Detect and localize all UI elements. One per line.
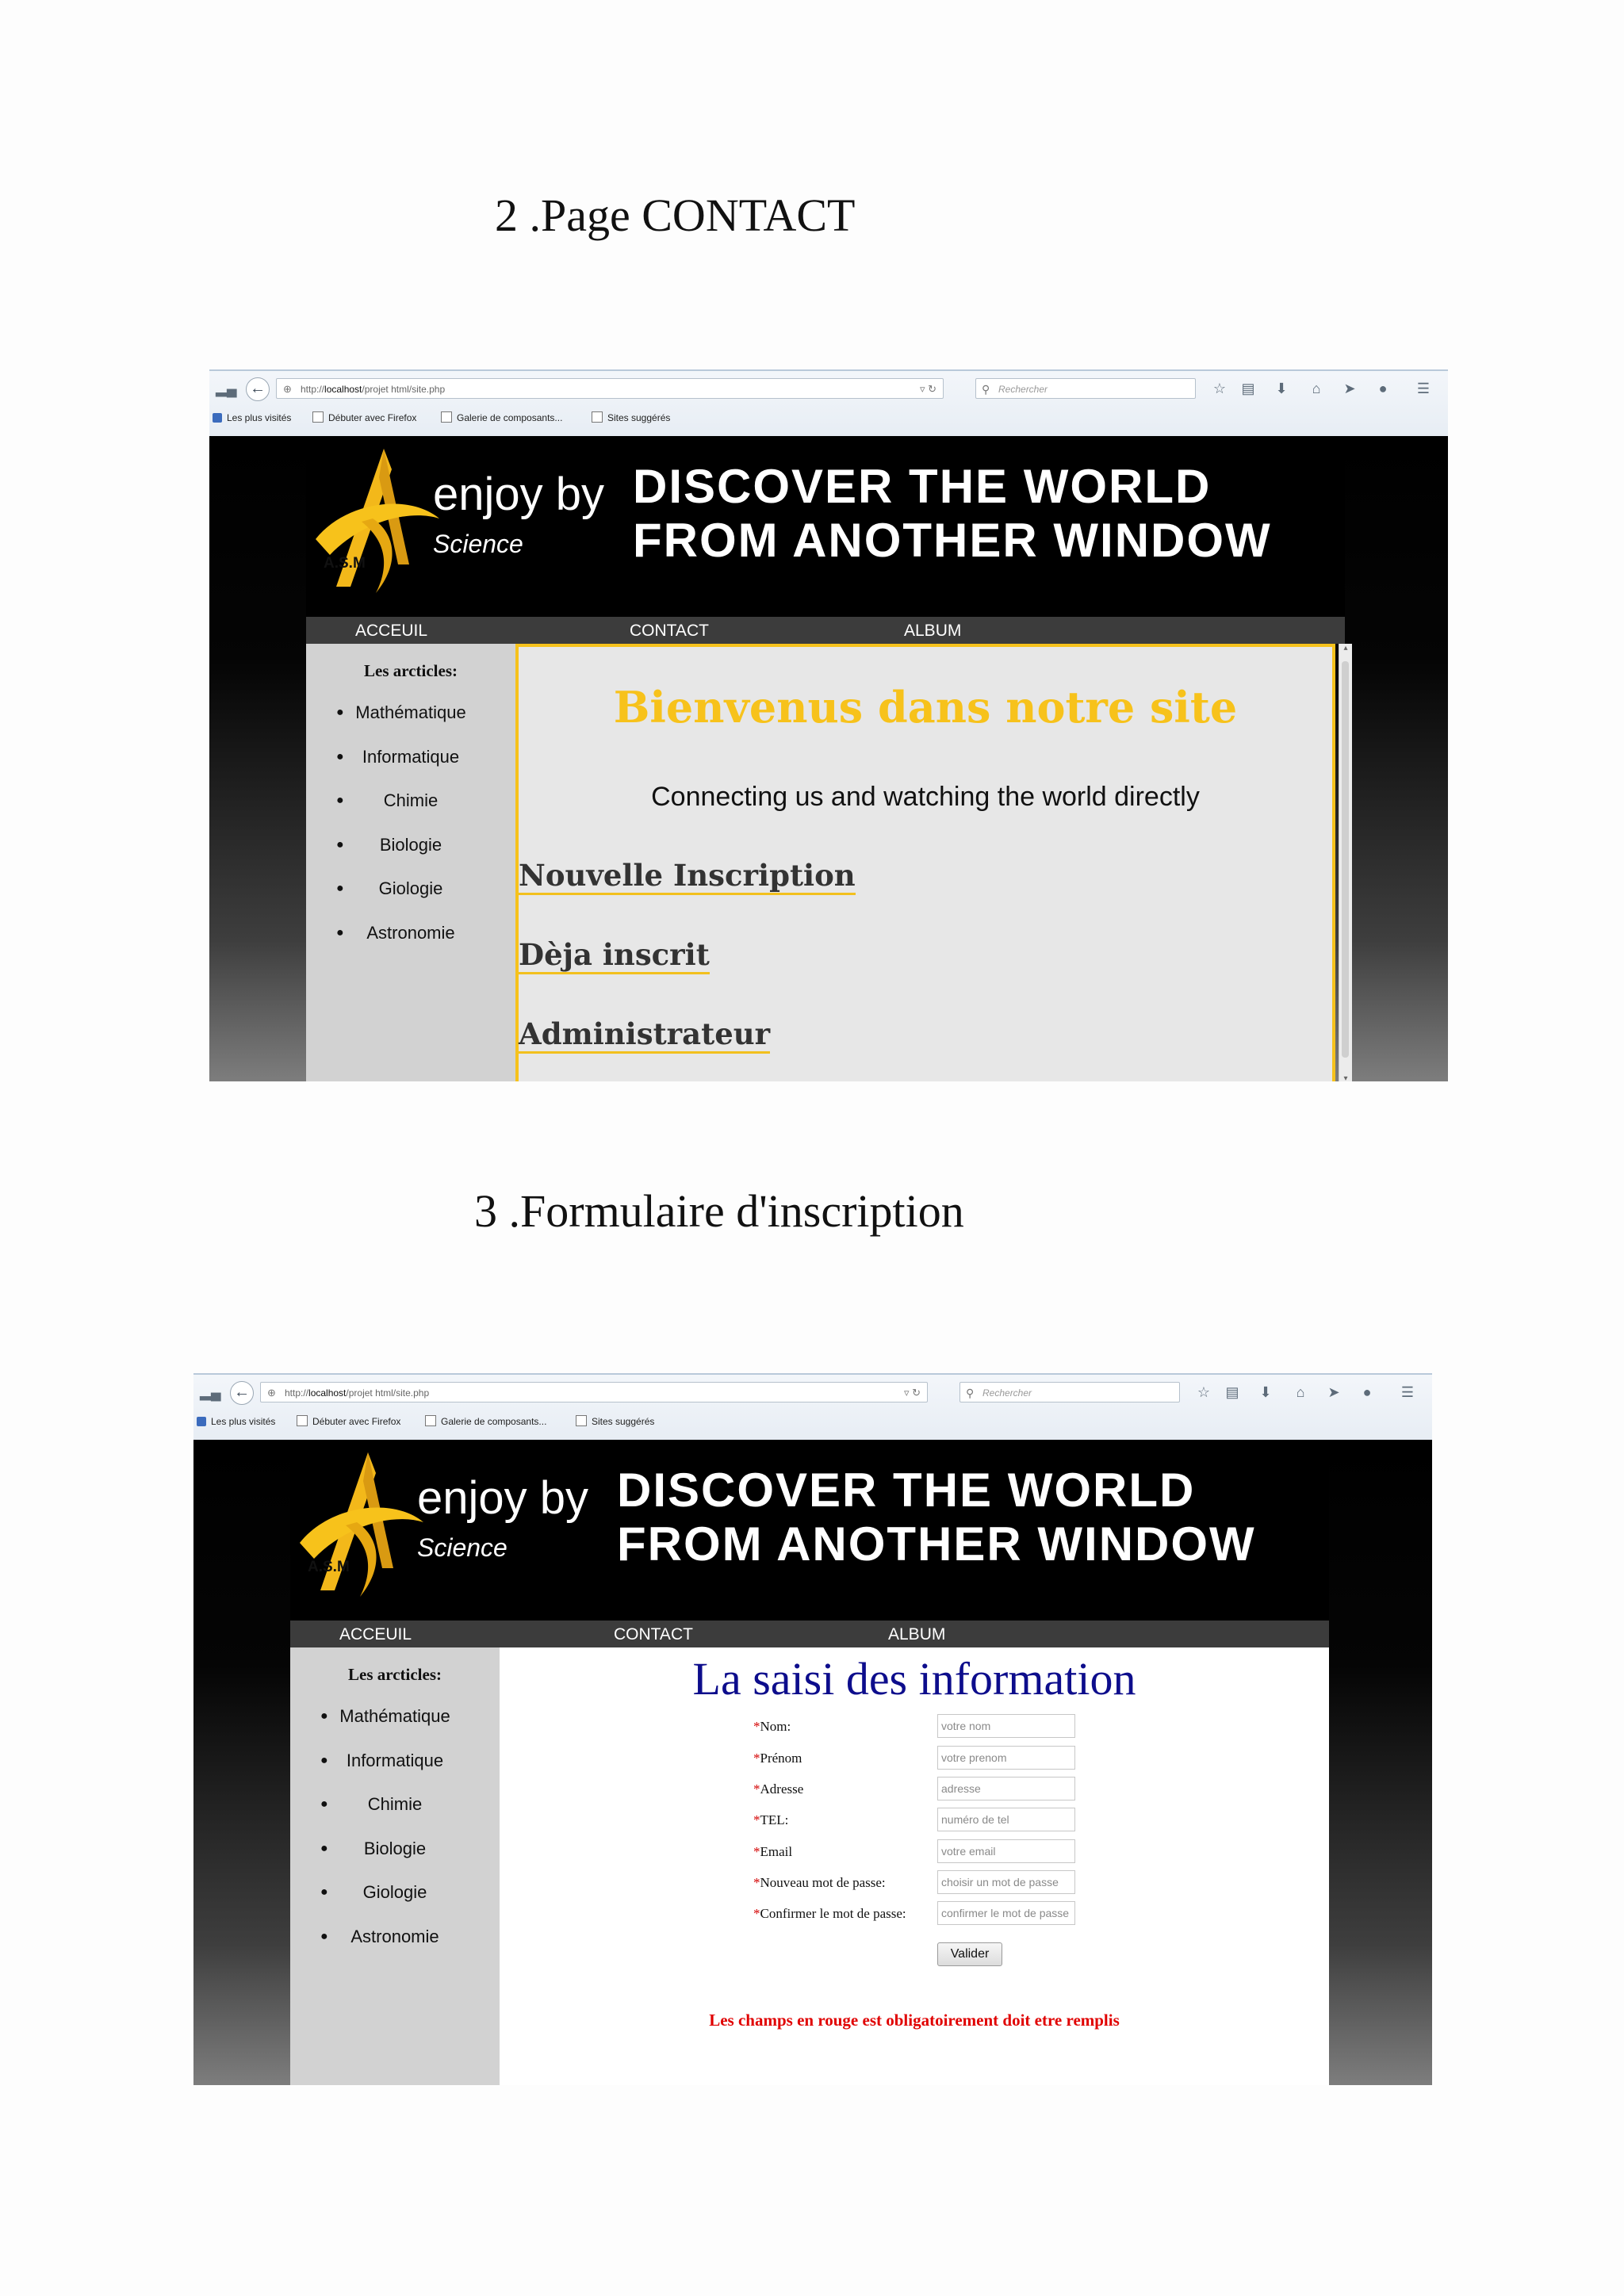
bookmark-label: Galerie de composants... (457, 412, 563, 423)
back-arrow-icon[interactable]: ← (230, 1381, 254, 1405)
link-nouvelle-inscription[interactable]: Nouvelle Inscription (519, 858, 856, 895)
bookmark-label: Les plus visités (211, 1416, 276, 1427)
bullet: ● (336, 794, 344, 807)
required-mark: * (753, 1906, 760, 1921)
signal-icon: ▂▄ (216, 381, 237, 396)
sidebar-item[interactable] (290, 1751, 500, 1774)
sidebar-item[interactable] (306, 702, 515, 726)
reading-list-icon[interactable]: ▤ (1225, 1384, 1239, 1400)
sidebar-item[interactable] (306, 878, 515, 902)
required-mark: * (753, 1751, 760, 1766)
sidebar (290, 1647, 500, 2085)
menu-item-acceuil[interactable]: ACCEUIL (339, 1625, 412, 1644)
brand-science: Science (433, 530, 523, 558)
contact-content (515, 644, 1335, 1081)
menu-item-contact[interactable]: CONTACT (630, 622, 709, 640)
bookmarks-bar (209, 408, 1448, 428)
browser-screenshot-form (193, 1373, 1432, 2085)
home-icon[interactable]: ⌂ (1312, 381, 1321, 396)
sidebar-item-label: Chimie (383, 790, 439, 810)
brand-enjoy: enjoy by (433, 469, 605, 520)
star-icon[interactable]: ☆ (1212, 381, 1227, 396)
bullet: ● (320, 1885, 328, 1899)
tel-field[interactable] (937, 1808, 1075, 1831)
logo-text: A.S.M (308, 1559, 350, 1575)
bookmark-item[interactable] (197, 1411, 275, 1432)
slogan-line: DISCOVER THE WORLD (633, 460, 1212, 513)
asm-logo (298, 1449, 425, 1600)
site-slogan (617, 1464, 1256, 1571)
required-fields-note: Les champs en rouge est obligatoirement doit etre remplis (709, 2011, 1120, 2030)
form-row-tel (753, 1808, 1102, 1839)
section-heading-contact: 2 .Page CONTACT (495, 189, 856, 241)
bullet: ● (336, 706, 344, 719)
star-icon[interactable]: ☆ (1197, 1384, 1211, 1400)
field-label-text: Prénom (760, 1751, 802, 1766)
field-label-text: Confirmer le mot de passe: (760, 1906, 906, 1921)
prenom-field[interactable] (937, 1746, 1075, 1770)
menu-item-album[interactable]: ALBUM (904, 622, 962, 640)
browser-toolbar (209, 371, 1448, 437)
bookmark-item[interactable] (297, 1411, 400, 1432)
site-banner (306, 436, 1345, 617)
site-banner (290, 1440, 1329, 1621)
bullet: ● (336, 926, 344, 939)
link-deja-inscrit[interactable]: Dèja inscrit (519, 937, 710, 974)
firefox-icon (197, 1417, 206, 1426)
required-mark: * (753, 1875, 760, 1890)
url-prefix: http:// (301, 384, 325, 395)
page-icon (297, 1415, 308, 1426)
sidebar-item-label: Biologie (363, 1839, 427, 1858)
form-title: La saisi des information (692, 1653, 1136, 1705)
menu-item-album[interactable]: ALBUM (888, 1625, 946, 1644)
vertical-scrollbar[interactable] (1339, 644, 1352, 1081)
site-slogan (633, 460, 1272, 568)
email-field[interactable] (937, 1839, 1075, 1863)
form-row-prenom (753, 1746, 1102, 1777)
sidebar-item[interactable] (306, 923, 515, 947)
chat-icon[interactable]: ● (1378, 381, 1388, 396)
bullet: ● (320, 1797, 328, 1811)
bullet: ● (320, 1709, 328, 1723)
sidebar-item[interactable] (306, 790, 515, 814)
bookmark-label: Les plus visités (227, 412, 292, 423)
bullet: ● (336, 838, 344, 851)
chat-icon[interactable]: ● (1362, 1384, 1372, 1400)
form-row-nom (753, 1714, 1102, 1746)
field-label-text: Nom: (760, 1719, 791, 1734)
field-label (753, 1719, 791, 1735)
menu-item-contact[interactable]: CONTACT (614, 1625, 693, 1644)
bullet: ● (320, 1754, 328, 1767)
search-placeholder: Rechercher (982, 1387, 1032, 1399)
sidebar-item[interactable] (306, 835, 515, 859)
field-label-text: Email (760, 1844, 793, 1859)
bullet: ● (336, 882, 344, 895)
page-icon (425, 1415, 436, 1426)
download-icon[interactable]: ⬇ (1259, 1384, 1272, 1400)
sidebar-item-label: Astronomie (366, 923, 455, 943)
url-path: /projet html/site.php (362, 384, 446, 395)
bookmark-label: Galerie de composants... (441, 1416, 547, 1427)
nom-field[interactable] (937, 1714, 1075, 1738)
scroll-down-icon[interactable]: ▾ (1343, 1074, 1348, 1081)
sidebar-item-label: Mathématique (355, 702, 466, 722)
browser-toolbar (193, 1375, 1432, 1441)
bookmark-item[interactable] (425, 1411, 546, 1432)
sidebar-item[interactable] (290, 1794, 500, 1818)
url-bar[interactable] (276, 378, 944, 399)
field-label (753, 1812, 788, 1828)
bookmark-label: Sites suggérés (592, 1416, 655, 1427)
confirm-password-field[interactable] (937, 1901, 1075, 1925)
required-mark: * (753, 1812, 760, 1827)
slogan-line: FROM ANOTHER WINDOW (633, 514, 1272, 567)
sidebar-title: Les arcticles: (348, 1665, 442, 1684)
bookmark-item[interactable] (213, 408, 291, 428)
required-mark: * (753, 1844, 760, 1859)
bullet: ● (336, 750, 344, 763)
brand-enjoy: enjoy by (417, 1472, 589, 1524)
valider-button[interactable]: Valider (937, 1942, 1002, 1966)
bookmark-label: Débuter avec Firefox (328, 412, 417, 423)
field-label (753, 1906, 906, 1922)
sidebar-item[interactable] (290, 1882, 500, 1906)
bullet: ● (320, 1930, 328, 1943)
scrollbar-thumb[interactable] (1342, 661, 1349, 1058)
field-label (753, 1751, 802, 1766)
url-prefix: http:// (285, 1387, 309, 1399)
sidebar-item-label: Informatique (362, 747, 460, 767)
browser-screenshot-contact (209, 369, 1448, 1081)
search-icon: ⚲ (966, 1387, 975, 1399)
sidebar (306, 644, 515, 1081)
sidebar-item[interactable] (306, 747, 515, 771)
bookmark-item[interactable] (576, 1411, 654, 1432)
reload-icon[interactable]: ▿ ↻ (903, 1387, 921, 1399)
bookmark-label: Sites suggérés (607, 412, 671, 423)
page-icon (576, 1415, 587, 1426)
adresse-field[interactable] (937, 1777, 1075, 1800)
bookmark-item[interactable] (441, 408, 562, 428)
field-label-text: TEL: (760, 1812, 789, 1827)
reading-list-icon[interactable]: ▤ (1241, 381, 1255, 396)
send-icon[interactable]: ➤ (1327, 1384, 1340, 1400)
menu-icon[interactable]: ☰ (1416, 381, 1431, 396)
brand-science: Science (417, 1533, 508, 1562)
bookmark-item[interactable] (592, 408, 670, 428)
bullet: ● (320, 1842, 328, 1855)
slogan-line: FROM ANOTHER WINDOW (617, 1517, 1256, 1571)
slogan-line: DISCOVER THE WORLD (617, 1464, 1196, 1517)
bookmark-label: Débuter avec Firefox (312, 1416, 401, 1427)
sidebar-item-label: Chimie (367, 1794, 423, 1814)
sidebar-title: Les arcticles: (364, 661, 458, 680)
back-arrow-icon[interactable]: ← (246, 377, 270, 401)
welcome-heading: Bienvenus dans notre site (613, 682, 1238, 733)
site-container (290, 1440, 1329, 2085)
form-row-new-password (753, 1870, 1102, 1902)
sidebar-item[interactable] (290, 1927, 500, 1950)
page-icon (312, 411, 324, 423)
sidebar-item-label: Giologie (362, 1882, 427, 1902)
sidebar-item-label: Informatique (346, 1751, 444, 1770)
page-icon (592, 411, 603, 423)
url-host: localhost (324, 384, 362, 395)
form-row-confirm-password (753, 1901, 1102, 1933)
sidebar-item-label: Mathématique (339, 1706, 450, 1726)
sidebar-item-label: Biologie (379, 835, 442, 855)
logo-text: A.S.M (324, 555, 366, 572)
page-viewport (209, 436, 1448, 1081)
home-icon[interactable]: ⌂ (1296, 1384, 1305, 1400)
field-label (753, 1844, 792, 1860)
search-input[interactable] (975, 378, 1196, 399)
globe-icon: ⊕ (267, 1387, 276, 1399)
new-password-field[interactable] (937, 1870, 1075, 1894)
sidebar-item[interactable] (290, 1706, 500, 1730)
url-host: localhost (308, 1387, 347, 1399)
download-icon[interactable]: ⬇ (1275, 381, 1288, 396)
send-icon[interactable]: ➤ (1343, 381, 1356, 396)
sidebar-item[interactable] (290, 1839, 500, 1862)
section-heading-form: 3 .Formulaire d'inscription (474, 1185, 964, 1237)
field-label-text: Nouveau mot de passe: (760, 1875, 886, 1890)
reload-icon[interactable]: ▿ ↻ (919, 383, 936, 395)
site-menu (290, 1621, 1329, 1647)
field-label-text: Adresse (760, 1781, 804, 1797)
firefox-icon (213, 413, 222, 423)
bookmark-item[interactable] (312, 408, 416, 428)
required-mark: * (753, 1781, 760, 1797)
site-container (306, 436, 1348, 1081)
required-mark: * (753, 1719, 760, 1734)
menu-icon[interactable]: ☰ (1400, 1384, 1415, 1400)
sidebar-item-label: Astronomie (350, 1927, 439, 1946)
asm-logo (314, 446, 441, 596)
field-label (753, 1875, 886, 1891)
form-row-email (753, 1839, 1102, 1871)
bookmarks-bar (193, 1411, 1432, 1432)
field-label (753, 1781, 803, 1797)
sidebar-item-label: Giologie (378, 878, 443, 898)
site-menu (306, 617, 1345, 644)
page-viewport (193, 1440, 1432, 2085)
link-administrateur[interactable]: Administrateur (519, 1016, 770, 1054)
url-bar[interactable] (260, 1382, 928, 1402)
signal-icon: ▂▄ (200, 1384, 221, 1400)
registration-form (500, 1647, 1329, 2085)
tagline: Connecting us and watching the world directly (651, 782, 1200, 812)
globe-icon: ⊕ (283, 383, 292, 395)
form-row-adresse (753, 1777, 1102, 1808)
search-input[interactable] (959, 1382, 1180, 1402)
menu-item-acceuil[interactable]: ACCEUIL (355, 622, 428, 640)
search-placeholder: Rechercher (998, 384, 1048, 395)
page-icon (441, 411, 452, 423)
url-path: /projet html/site.php (346, 1387, 430, 1399)
scroll-up-icon[interactable]: ▴ (1343, 644, 1348, 652)
search-icon: ⚲ (982, 383, 990, 396)
